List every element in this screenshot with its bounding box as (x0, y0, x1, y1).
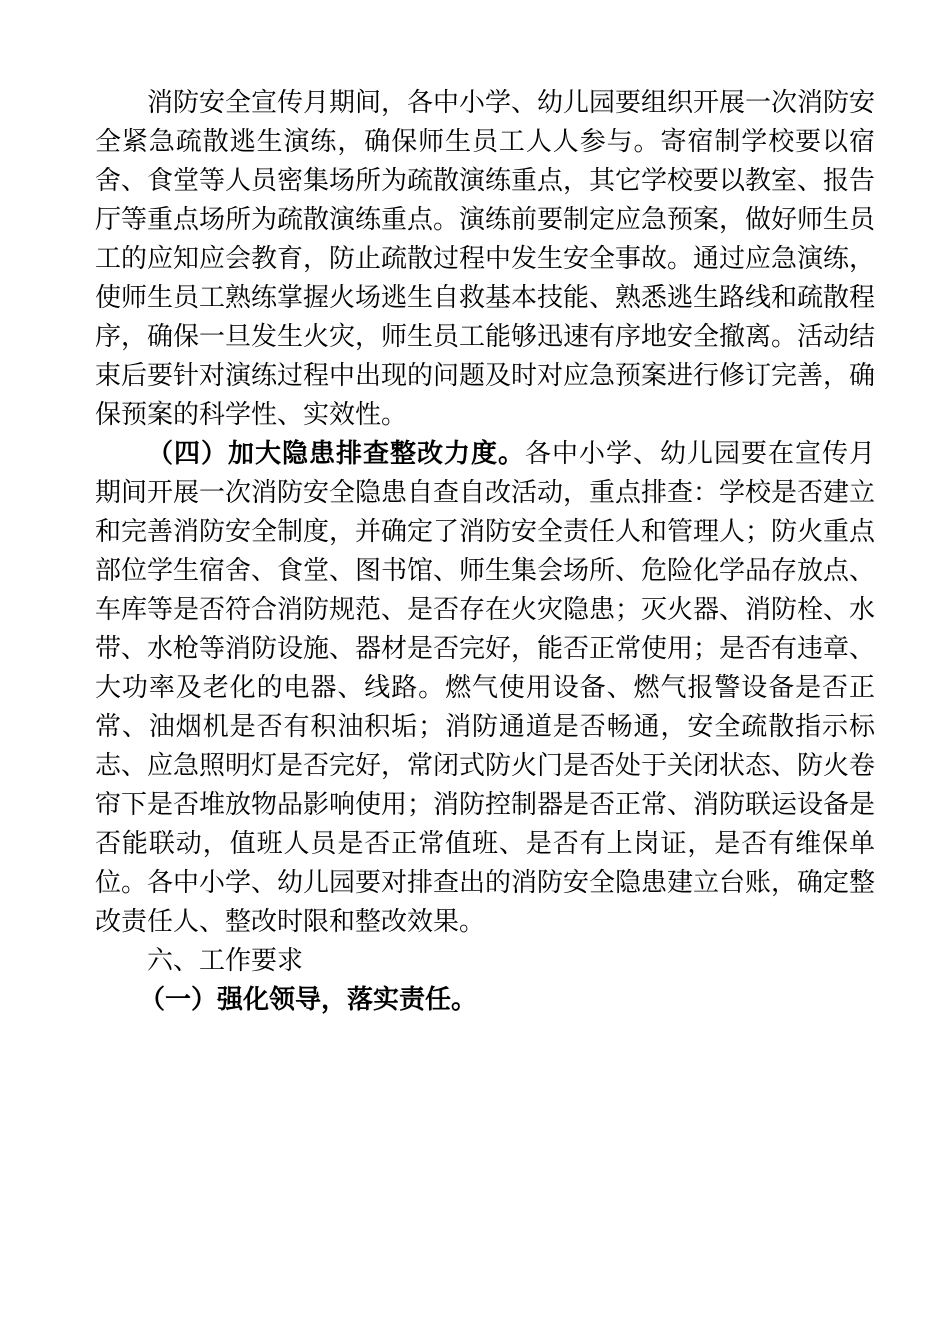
paragraph-hazard-inspection-body: 各中小学、幼儿园要在宣传月期间开展一次消防安全隐患自查自改活动，重点排查：学校是否建立和完善消防安全制度，并确定了消防安全责任人和管理人；防火重点部位学生宿舍、食堂、图书馆、师生集会场所、危险化学品存放点、车库等是否符合消防规范、是否存在火灾隐患；灭火器、消防栓、水带、水枪等消防设施、器材是否完好，能否正常使用；是否有违章、大功率及老化的电器、线路。燃气使用设备、燃气报警设备是否正常、油烟机是否有积油积垢；消防通道是否畅通，安全疏散指示标志、应急照明灯是否完好，常闭式防火门是否处于关闭状态、防火卷帘下是否堆放物品影响使用；消防控制器是否正常、消防联运设备是否能联动，值班人员是否正常值班、是否有上岗证，是否有维保单位。各中小学、幼儿园要对排查出的消防安全隐患建立台账，确定整改责任人、整改时限和整改效果。 (95, 439, 876, 937)
subsection-heading-leadership: （一）强化领导，落实责任。 (139, 985, 478, 1015)
paragraph-hazard-inspection-heading: （四）加大隐患排查整改力度。 (147, 439, 525, 469)
section-heading-work-requirements: 六、工作要求 (147, 946, 304, 976)
document-body (95, 84, 875, 1020)
paragraph-hazard-inspection (95, 435, 875, 942)
paragraph-evacuation-drill: 消防安全宣传月期间，各中小学、幼儿园要组织开展一次消防安全紧急疏散逃生演练，确保师生员工人人参与。寄宿制学校要以宿舍、食堂等人员密集场所为疏散演练重点，其它学校要以教室、报告厅等重点场所为疏散演练重点。演练前要制定应急预案，做好师生员工的应知应会教育，防止疏散过程中发生安全事故。通过应急演练，使师生员工熟练掌握火场逃生自救基本技能、熟悉逃生路线和疏散程序，确保一旦发生火灾，师生员工能够迅速有序地安全撤离。活动结束后要针对演练过程中出现的问题及时对应急预案进行修订完善，确保预案的科学性、实效性。 (95, 88, 876, 430)
